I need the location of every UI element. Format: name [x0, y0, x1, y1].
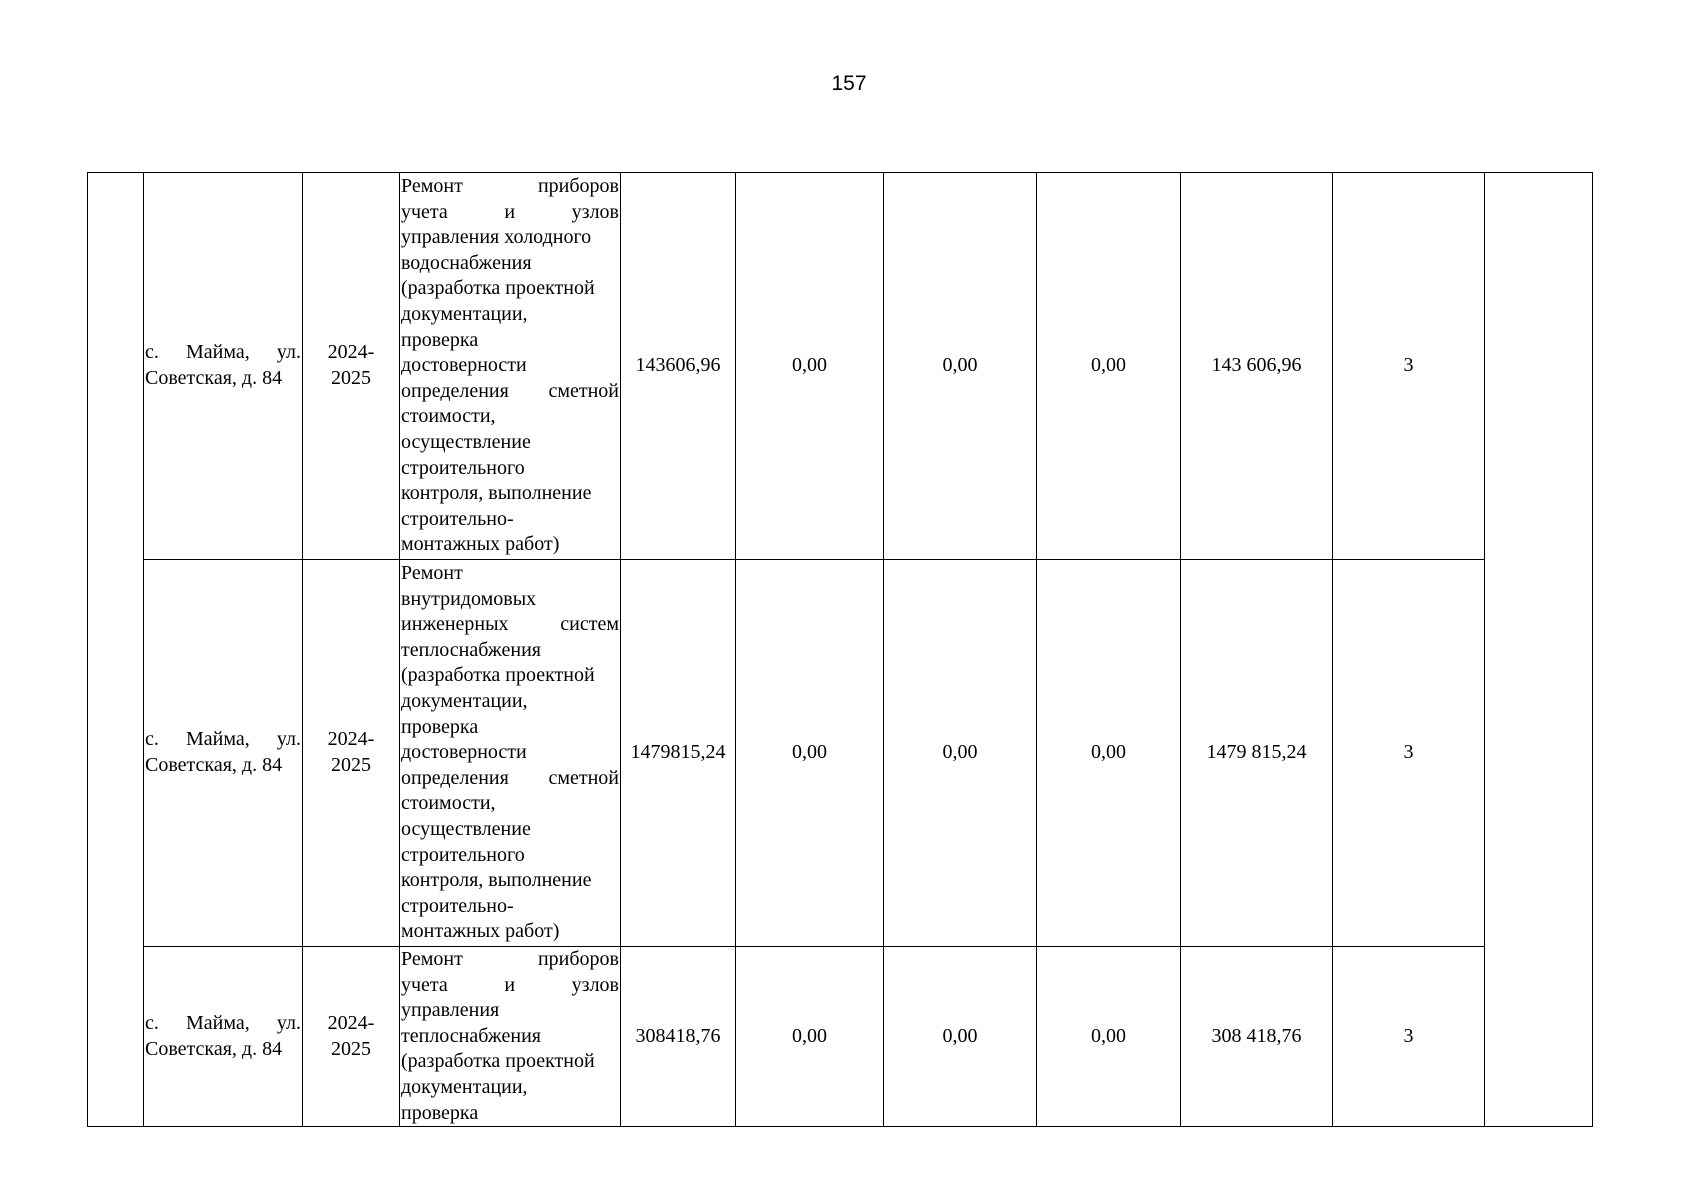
address-cell — [144, 560, 303, 947]
work-line: инженерных систем — [401, 613, 619, 636]
work-line: (разработка проектной — [401, 277, 595, 300]
work-line: контроля, выполнение — [401, 482, 592, 505]
work-line: проверка — [401, 328, 479, 351]
amount-cell: 308 418,76 — [1181, 947, 1333, 1127]
work-line: достоверности — [401, 741, 527, 764]
estimate-table — [87, 172, 1593, 1127]
period-line: 2025 — [331, 754, 371, 776]
work-line: достоверности — [401, 354, 527, 377]
period-line: 2025 — [331, 367, 371, 389]
work-line: осуществление — [401, 430, 531, 453]
address-line: Советская, д. 84 — [145, 754, 283, 776]
work-line: стоимости, — [401, 792, 496, 815]
work-line: теплоснабжения — [401, 1024, 541, 1047]
work-line: определения сметной — [401, 766, 619, 789]
address-line: с. Майма, ул. — [145, 341, 301, 364]
work-line: учета и узлов — [401, 973, 619, 996]
address-line: с. Майма, ул. — [145, 1011, 301, 1034]
work-description-cell — [400, 560, 621, 947]
work-line: строительного — [401, 843, 525, 866]
work-line: монтажных работ) — [401, 920, 560, 943]
period-cell — [303, 173, 400, 560]
amount-cell: 0,00 — [736, 560, 884, 947]
work-line: Ремонт приборов — [401, 948, 619, 970]
amount-cell: 0,00 — [736, 947, 884, 1127]
work-line: управления — [401, 999, 500, 1022]
period-line: 2024- — [327, 341, 375, 364]
work-line: документации, — [401, 303, 528, 326]
work-line: (разработка проектной — [401, 664, 595, 687]
work-line: документации, — [401, 690, 528, 713]
work-line: стоимости, — [401, 405, 496, 428]
period-line: 2025 — [331, 1037, 371, 1060]
work-line: строительно- — [401, 507, 514, 530]
count-cell: 3 — [1333, 560, 1485, 947]
count-cell: 3 — [1333, 173, 1485, 560]
work-line: водоснабжения — [401, 251, 532, 274]
page-number: 157 — [831, 72, 867, 95]
count-cell: 3 — [1333, 947, 1485, 1127]
amount-cell: 0,00 — [736, 173, 884, 560]
work-line: теплоснабжения — [401, 638, 541, 661]
amount-cell: 143 606,96 — [1181, 173, 1333, 560]
work-line: монтажных работ) — [401, 533, 560, 556]
table-row — [88, 560, 1593, 947]
notes-cell — [1485, 173, 1593, 1127]
address-cell — [144, 947, 303, 1127]
work-line: управления холодного — [401, 226, 592, 249]
work-line: проверка — [401, 1101, 479, 1124]
amount-cell: 0,00 — [884, 947, 1037, 1127]
work-line: проверка — [401, 715, 479, 738]
work-description-cell — [400, 947, 621, 1127]
amount-cell: 0,00 — [1037, 560, 1181, 947]
table-row — [88, 947, 1593, 1127]
row-number-cell — [88, 173, 144, 1127]
amount-cell: 0,00 — [884, 173, 1037, 560]
period-cell — [303, 560, 400, 947]
address-line: с. Майма, ул. — [145, 728, 301, 751]
work-description-cell — [400, 173, 621, 560]
work-line: строительного — [401, 456, 525, 479]
amount-cell: 0,00 — [884, 560, 1037, 947]
work-line: строительно- — [401, 894, 514, 917]
work-line: документации, — [401, 1075, 528, 1098]
period-line: 2024- — [327, 728, 375, 751]
total-cost-cell: 1479815,24 — [621, 560, 736, 947]
work-line: определения сметной — [401, 379, 619, 402]
amount-cell: 0,00 — [1037, 173, 1181, 560]
total-cost-cell: 308418,76 — [621, 947, 736, 1127]
work-line: внутридомовых — [401, 587, 537, 610]
address-cell — [144, 173, 303, 560]
total-cost-cell: 143606,96 — [621, 173, 736, 560]
amount-cell: 0,00 — [1037, 947, 1181, 1127]
table-row — [88, 173, 1593, 560]
period-cell — [303, 947, 400, 1127]
work-line: осуществление — [401, 817, 531, 840]
address-line: Советская, д. 84 — [145, 367, 283, 389]
work-line: учета и узлов — [401, 200, 619, 223]
work-line: (разработка проектной — [401, 1050, 595, 1073]
work-line: Ремонт приборов — [401, 175, 619, 198]
period-line: 2024- — [327, 1011, 375, 1034]
work-line: контроля, выполнение — [401, 869, 592, 892]
work-line: Ремонт — [401, 562, 463, 585]
amount-cell: 1479 815,24 — [1181, 560, 1333, 947]
address-line: Советская, д. 84 — [145, 1037, 283, 1060]
